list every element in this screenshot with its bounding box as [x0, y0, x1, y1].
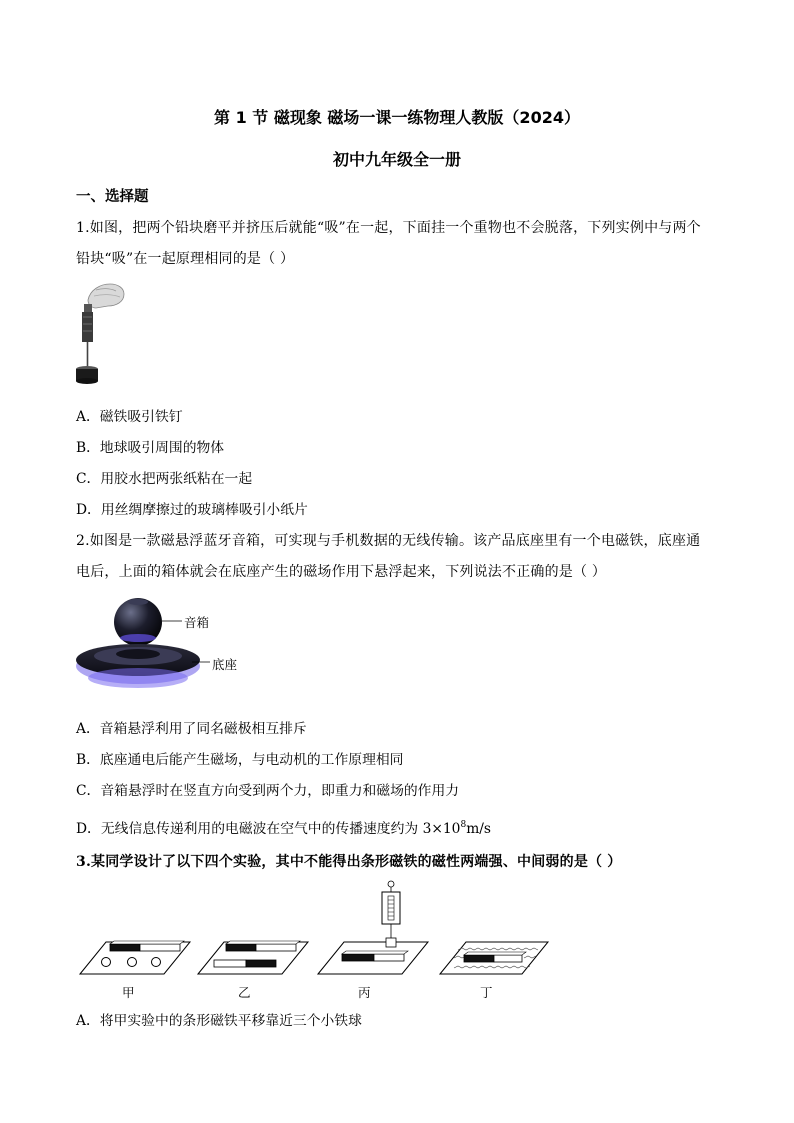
lead-blocks-figure [74, 282, 126, 388]
fig-label-bing: 丙 [358, 985, 371, 1000]
q1-option-b: B．地球吸引周围的物体 [76, 440, 225, 456]
q3-stem: 3.某同学设计了以下四个实验，其中不能得出条形磁铁的磁性两端强、中间弱的是（ ） [76, 854, 622, 870]
section-heading: 一、选择题 [76, 189, 149, 205]
base-label: 底座 [212, 657, 238, 672]
q2-option-d-text: D．无线信息传递利用的电磁波在空气中的传播速度约为 3×10 [76, 821, 461, 837]
q2-option-a: A．音箱悬浮利用了同名磁极相互排斥 [76, 721, 307, 737]
speaker-label: 音箱 [184, 615, 210, 630]
q2-option-d-unit: m/s [466, 821, 492, 837]
maglev-speaker-figure [74, 592, 214, 696]
q1-option-c: C．用胶水把两张纸粘在一起 [76, 471, 253, 487]
doc-subtitle: 初中九年级全一册 [332, 150, 461, 169]
q1-stem-line1: 1.如图，把两个铅块磨平并挤压后就能“吸”在一起，下面挂一个重物也不会脱落，下列实例中与两个 [76, 220, 701, 236]
fig-label-yi: 乙 [238, 985, 251, 1000]
magnet-experiments-figure [78, 880, 550, 980]
doc-title: 第 1 节 磁现象 磁场一课一练物理人教版（2024） [214, 108, 580, 127]
q2-option-b: B．底座通电后能产生磁场，与电动机的工作原理相同 [76, 752, 404, 768]
q3-option-a: A．将甲实验中的条形磁铁平移靠近三个小铁球 [76, 1013, 362, 1029]
q1-option-a: A．磁铁吸引铁钉 [76, 409, 183, 425]
q2-stem-line2: 电后，上面的箱体就会在底座产生的磁场作用下悬浮起来，下列说法不正确的是（ ） [76, 564, 607, 580]
q1-option-d: D．用丝绸摩擦过的玻璃棒吸引小纸片 [76, 502, 308, 518]
q2-option-d [76, 817, 491, 837]
q2-option-d-exponent: 8 [460, 820, 467, 830]
fig-label-jia: 甲 [122, 985, 135, 1000]
q1-stem-line2: 铅块“吸”在一起原理相同的是（ ） [76, 251, 295, 267]
q2-stem-line1: 2.如图是一款磁悬浮蓝牙音箱，可实现与手机数据的无线传输。该产品底座里有一个电磁铁，底座通 [76, 533, 701, 549]
q2-option-c: C．音箱悬浮时在竖直方向受到两个力，即重力和磁场的作用力 [76, 783, 460, 799]
fig-label-ding: 丁 [480, 985, 493, 1000]
